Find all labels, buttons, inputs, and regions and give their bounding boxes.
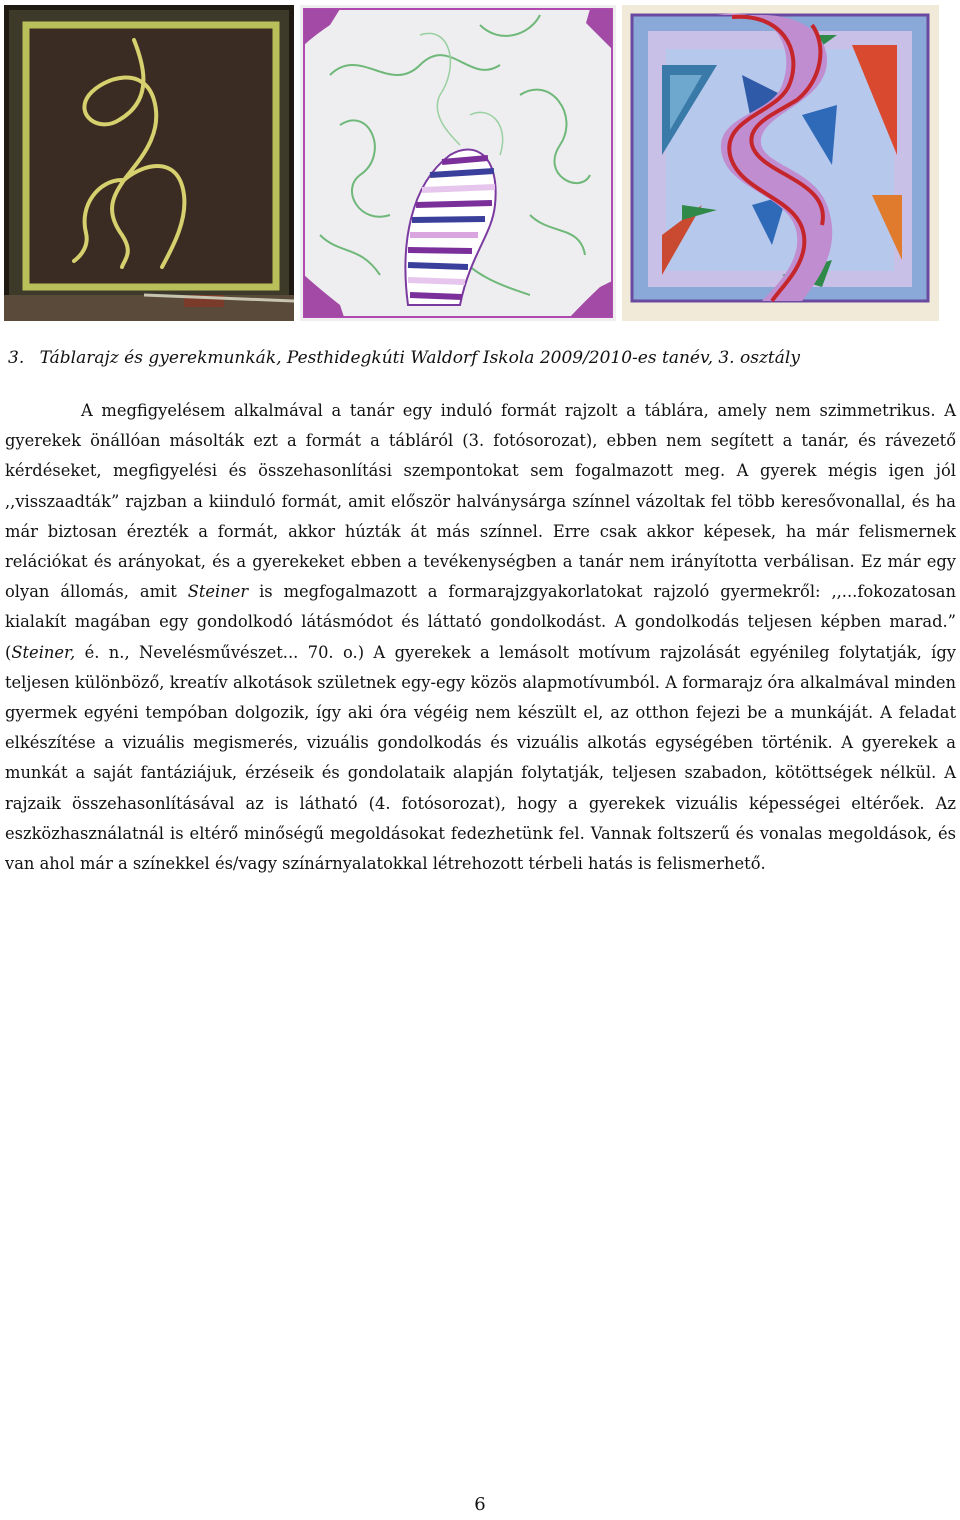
body-text: [5, 396, 956, 879]
author-name: Steiner: [187, 582, 249, 602]
text-segment-2: is megfogalmazott a formarajzgyakorlatokat rajzoló gyermekről: ,,...fokozatosan kialakít magában egy gondolkodó látásmódot és láttató gondolkodást. A gondolkodás teljesen képben marad.” (: [5, 582, 956, 662]
caption-text: Táblarajz és gyerekmunkák, Pesthidegkúti Waldorf Iskola 2009/2010-es tanév, 3. osztály: [39, 348, 800, 368]
figure-caption: [8, 346, 958, 370]
chalkboard-photo: [4, 5, 294, 321]
citation-author: Steiner,: [11, 642, 76, 662]
caption-number: 3.: [8, 348, 25, 368]
colored-drawing-photo: [622, 5, 939, 321]
text-segment-3: é. n., Nevelésművészet... 70. o.) A gyerekek a lemásolt motívum rajzolását egyénileg folytatják, így teljesen különböző, kreatív alkotások születnek egy-egy közös alapmotívumból. A formarajz óra alkalmával minden gyermek egyéni tempóban dolgozik, így aki óra végéig nem készült el, az otthon fejezi be a munkáját. A feladat elkészítése a vizuális megismerés, vizuális gondolkodás és vizuális alkotás egységében történik. A gyerekek a munkát a saját fantáziájuk, érzéseik és gondolataik alapján folytatják, teljesen szabadon, kötöttségek nélkül. A rajzaik összehasonlításával az is látható (4. fotósorozat), hogy a gyerekek vizuális képességei eltérőek. Az eszközhasználatnál is eltérő minőségű megoldásokat fedezhetünk fel. Vannak foltszerű és vonalas megoldások, és van ahol már a színekkel és/vagy színárnyalatokkal létrehozott térbeli hatás is felismerhető.: [5, 642, 956, 874]
text-segment-1: A megfigyelésem alkalmával a tanár egy induló formát rajzolt a táblára, amely nem szimmetrikus. A gyerekek önállóan másolták ezt a formát a tábláról (3. fotósorozat), ebben nem segített a tanár, és rávezető kérdéseket, megfigyelési és összehasonlítási szempontokat sem fogalmazott meg. A gyerek mégis igen jól ,,visszaadták” rajzban a kiinduló formát, amit először halványsárga színnel vázoltak fel több keresővonallal, és ha már biztosan érezték a formát, akkor húzták át más színnel. Erre csak akkor képesek, ha már felismernek relációkat és arányokat, és a gyerekeket ebben a tevékenységben a tanár nem irányította verbálisan. Ez már egy olyan állomás, amit: [5, 401, 956, 602]
photo-row: [0, 0, 960, 330]
page-number: 6: [474, 1494, 486, 1515]
striped-drawing-photo: [300, 5, 616, 321]
body-paragraph: [5, 396, 956, 879]
